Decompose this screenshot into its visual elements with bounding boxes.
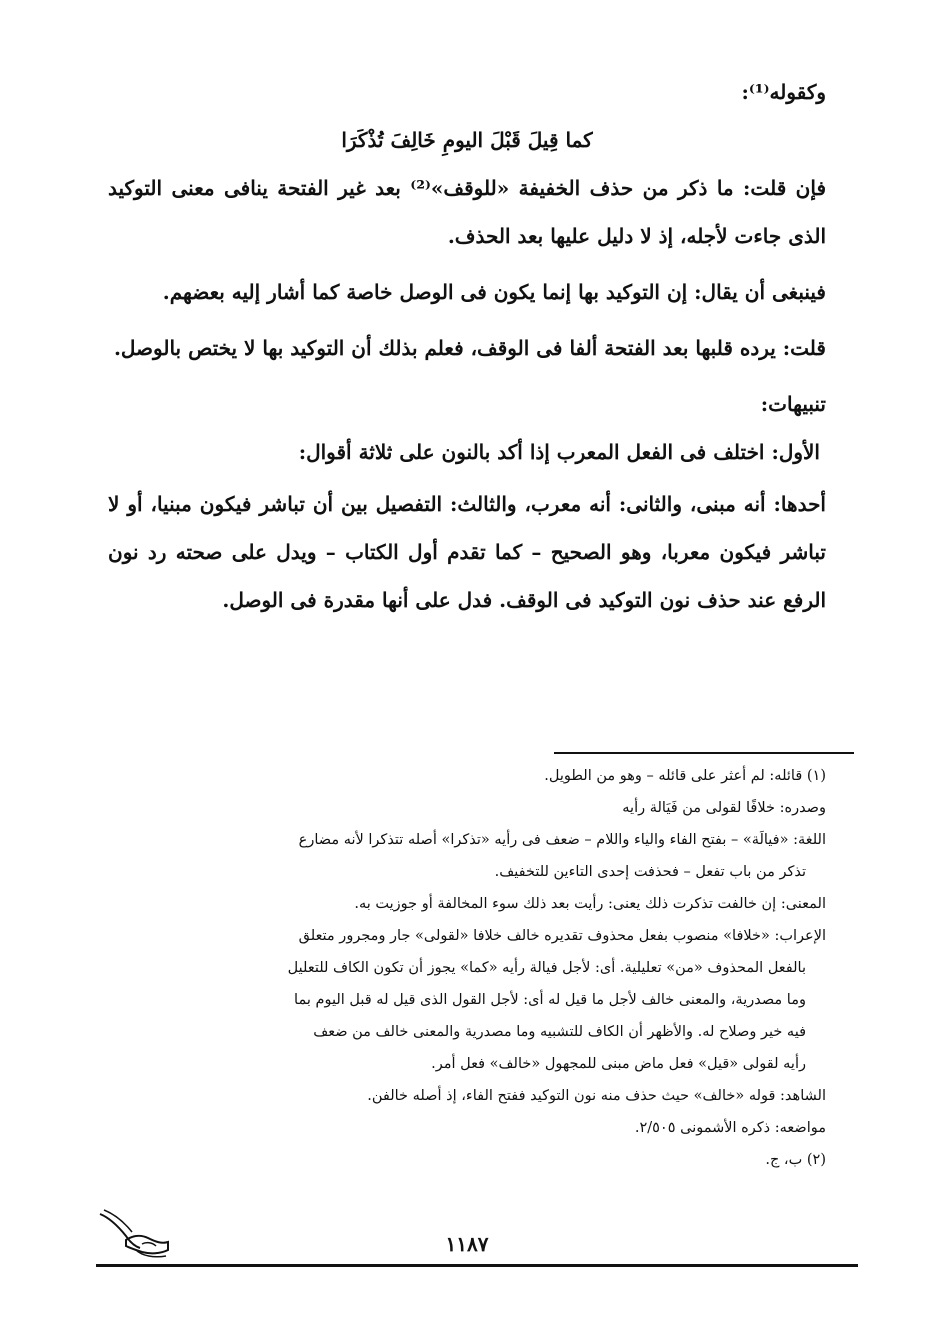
page-number: ١١٨٧ xyxy=(445,1232,489,1256)
footnote-1-grammar-cont-1: بالفعل المحذوف «من» تعليلية. أى: لأجل فيالة رأيه «كما» يجوز أن تكون الكاف للتعليل xyxy=(287,960,806,976)
footnote-1-grammar-cont-3: فيه خير وصلاح له. والأظهر أن الكاف للتشبيه وما مصدرية والمعنى خالف من ضعف xyxy=(313,1024,806,1040)
footnote-1-grammar-cont-4: رأيه لقولى «قيل» فعل ماض مبنى للمجهول «خالف» فعل أمر. xyxy=(431,1056,806,1072)
paragraph-three-opinions: أحدها: أنه مبنى، والثانى: أنه معرب، والثالث: التفصيل بين أن تباشر فيكون مبنيا، أو لا تباشر فيكون معربا، وهو الصحيح – كما تقدم أول الكتاب – ويدل على صحته رد نون الرفع عند حذف نون التوكيد فى الوقف. فدل على أنها مقدرة فى الوصل. xyxy=(108,492,826,612)
paragraph-reply: قلت: يرده قلبها بعد الفتحة ألفا فى الوقف، فعلم بذلك أن التوكيد بها لا يختص بالوصل. xyxy=(113,336,826,360)
footnote-1-lexicon: اللغة: «فيالَة» – بفتح الفاء والياء واللام – ضعف فى رأيه «تذكرا» أصله تتذكرا لأنه مضارع xyxy=(298,832,826,848)
paragraph-first-note: الأول: اختلف فى الفعل المعرب إذا أكد بالنون على ثلاثة أقوال: xyxy=(298,440,820,464)
section-heading: تنبيهات: xyxy=(760,392,826,416)
footnote-1-evidence: الشاهد: قوله «خالف» حيث حذف منه نون التوكيد ففتح الفاء، إذ أصله خالفن. xyxy=(367,1088,826,1104)
footnote-1-author: (١) قائله: لم أعثر على قائله – وهو من الطويل. xyxy=(544,768,826,784)
intro-line: وكقوله⁽¹⁾: xyxy=(741,80,826,104)
footnote-1-lexicon-cont: تذكر من باب تفعل – فحذفت إحدى التاءين للتخفيف. xyxy=(494,864,806,880)
paragraph-suggestion: فينبغى أن يقال: إن التوكيد بها إنما يكون فى الوصل خاصة كما أشار إليه بعضهم. xyxy=(162,280,826,304)
footnote-2: (٢) ب، ج. xyxy=(765,1152,826,1168)
poetry-verse: كما قِيلَ قَبْلَ اليومِ خَالِفَ تُذْكَرَا xyxy=(341,128,593,152)
bottom-rule xyxy=(96,1264,858,1267)
footnote-1-grammar: الإعراب: «خلافا» منصوب بفعل محذوف تقديره خالف خلافا «لقولى» جار ومجرور متعلق xyxy=(298,928,826,944)
footnote-1-locations: مواضعه: ذكره الأشمونى ٢/٥٠٥. xyxy=(634,1120,826,1136)
footnote-1-grammar-cont-2: وما مصدرية، والمعنى خالف لأجل ما قيل له أى: لأجل القول الذى قيل له قبل اليوم بما xyxy=(294,992,806,1008)
footnote-1-first-hemistich: وصدره: خلافًا لقولى من فَيَالة رأيه xyxy=(622,800,826,816)
footnotes xyxy=(108,760,826,1176)
footnote-1-meaning: المعنى: إن خالفت تذكرت ذلك يعنى: رأيت بعد ذلك سوء المخالفة أو جوزيت به. xyxy=(354,896,826,912)
footnote-separator xyxy=(554,752,854,754)
main-text xyxy=(108,68,826,624)
paragraph-objection: فإن قلت: ما ذكر من حذف الخفيفة «للوقف»⁽²⁾ بعد غير الفتحة ينافى معنى التوكيد الذى جاءت لأجله، إذ لا دليل عليها بعد الحذف. xyxy=(108,176,827,248)
